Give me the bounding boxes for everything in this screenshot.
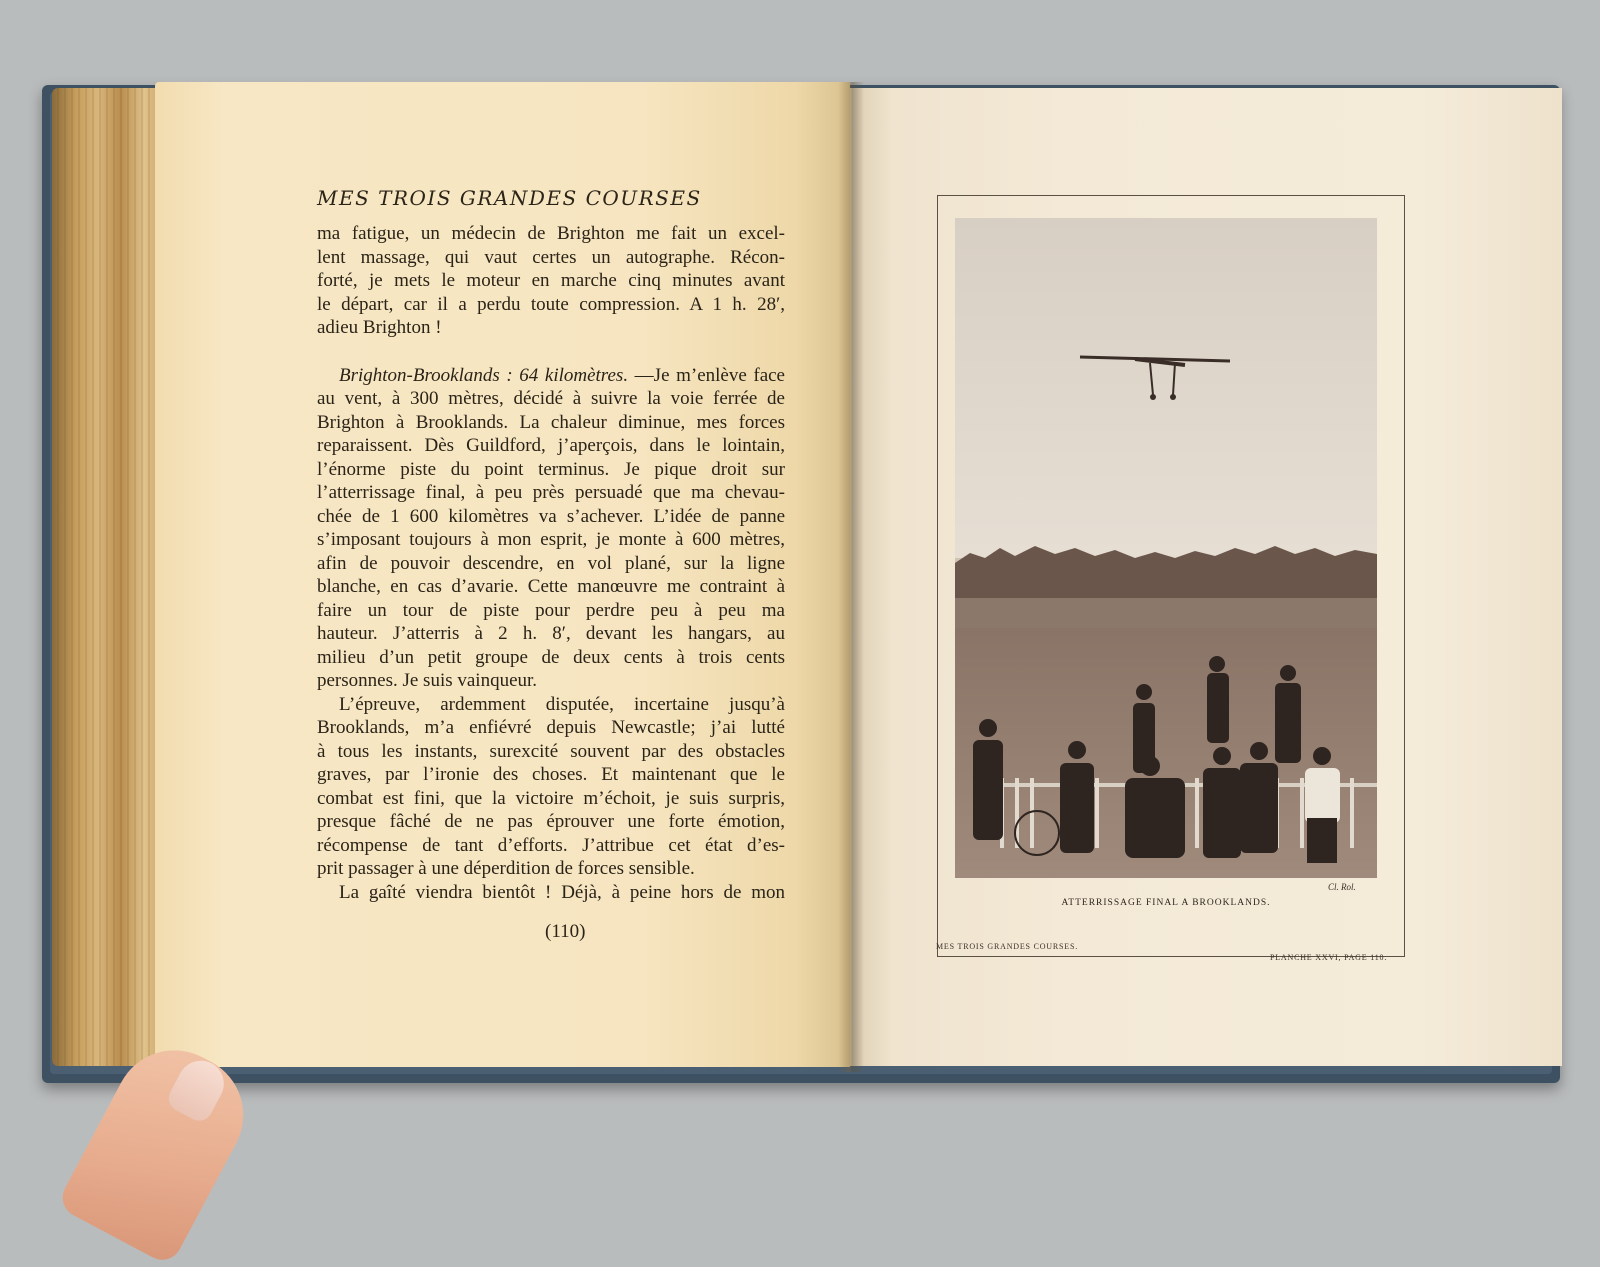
running-head: MES TROIS GRANDES COURSES [317, 186, 702, 210]
section-subhead: Brighton-Brooklands : 64 kilomètres. [339, 364, 629, 386]
section-heading-line [317, 364, 785, 388]
spectator-white-shirt [1305, 768, 1340, 823]
spectator-trousers [1307, 818, 1337, 863]
text-line: milieu d’un petit groupe de deux cents à trois cents [317, 646, 785, 668]
airplane-photo [955, 218, 1377, 878]
book-gutter [838, 82, 864, 1072]
text-line: L’épreuve, ardemment disputée, incertaine jusqu’à [339, 693, 785, 715]
text-line: chée de 1 600 kilomètres va s’achever. L’idée de panne [317, 505, 785, 527]
plate-footer-left: MES TROIS GRANDES COURSES. [936, 942, 1079, 951]
paragraph-gap [317, 340, 785, 364]
text-line: prit passager à une déperdition de forces sensible. [317, 858, 695, 879]
text-line: reparaissent. Dès Guildford, j’aperçois, dans le lointain, [317, 435, 785, 456]
photo-credit: Cl. Rol. [1328, 882, 1356, 892]
text-line: s’imposant toujours à mon esprit, je monte à 600 mètres, [317, 529, 785, 550]
text-line: blanche, en cas d’avarie. Cette manœuvre me contraint à [317, 576, 785, 597]
photo-illustration [955, 218, 1377, 878]
page-number: (110) [545, 921, 586, 942]
text-line: forté, je mets le moteur en marche cinq minutes avant [317, 270, 785, 291]
text-line: personnes. Je suis vainqueur. [317, 670, 538, 691]
text-line: récompense de tant d’efforts. J’attribue cet état d’es- [317, 834, 785, 856]
text-line: La gaîté viendra bientôt ! Déjà, à peine hors de mon [339, 881, 785, 903]
text-line: presque fâché de ne pas éprouver une forte émotion, [317, 811, 785, 832]
text-line: à tous les instants, surexcité souvent par des obstacles [317, 740, 785, 762]
sky [955, 218, 1377, 558]
text-line: combat est fini, que la victoire m’échoit, je suis surpris, [317, 787, 785, 809]
text-line: graves, par l’ironie des choses. Et maintenant que le [317, 764, 785, 785]
plate-footer-right: PLANCHE XXVI, PAGE 110. [1270, 953, 1388, 962]
text-line: adieu Brighton ! [317, 317, 442, 338]
text-line: afin de pouvoir descendre, en vol plané, sur la ligne [317, 552, 785, 574]
text-line: Brighton à Brooklands. La chaleur diminue, mes forces [317, 411, 785, 433]
text-line: l’énorme piste du point terminus. Je pique droit sur [317, 458, 785, 480]
body-text [317, 222, 785, 904]
text-line: Brooklands, m’a enfiévré depuis Newcastle; j’ai lutté [317, 717, 785, 738]
text-line: l’atterrissage final, à peu près persuadé que ma chevau- [317, 482, 785, 503]
distant-field [955, 598, 1377, 628]
text-line: faire un tour de piste pour perdre peu à peu ma [317, 599, 785, 621]
spectator-head [1313, 747, 1331, 765]
text-line: le départ, car il a perdu toute compression. A 1 h. 28′, [317, 293, 785, 315]
section-subhead-rest: —Je m’enlève face [628, 364, 785, 386]
text-line: lent massage, qui vaut certes un autographe. Récon- [317, 246, 785, 268]
text-line: hauteur. J’atterris à 2 h. 8′, devant les hangars, au [317, 623, 785, 644]
plate-caption: ATTERRISSAGE FINAL A BROOKLANDS. [1061, 898, 1271, 908]
text-line: au vent, à 300 mètres, décidé à suivre la voie ferrée de [317, 388, 785, 409]
text-line: ma fatigue, un médecin de Brighton me fait un excel- [317, 223, 785, 244]
